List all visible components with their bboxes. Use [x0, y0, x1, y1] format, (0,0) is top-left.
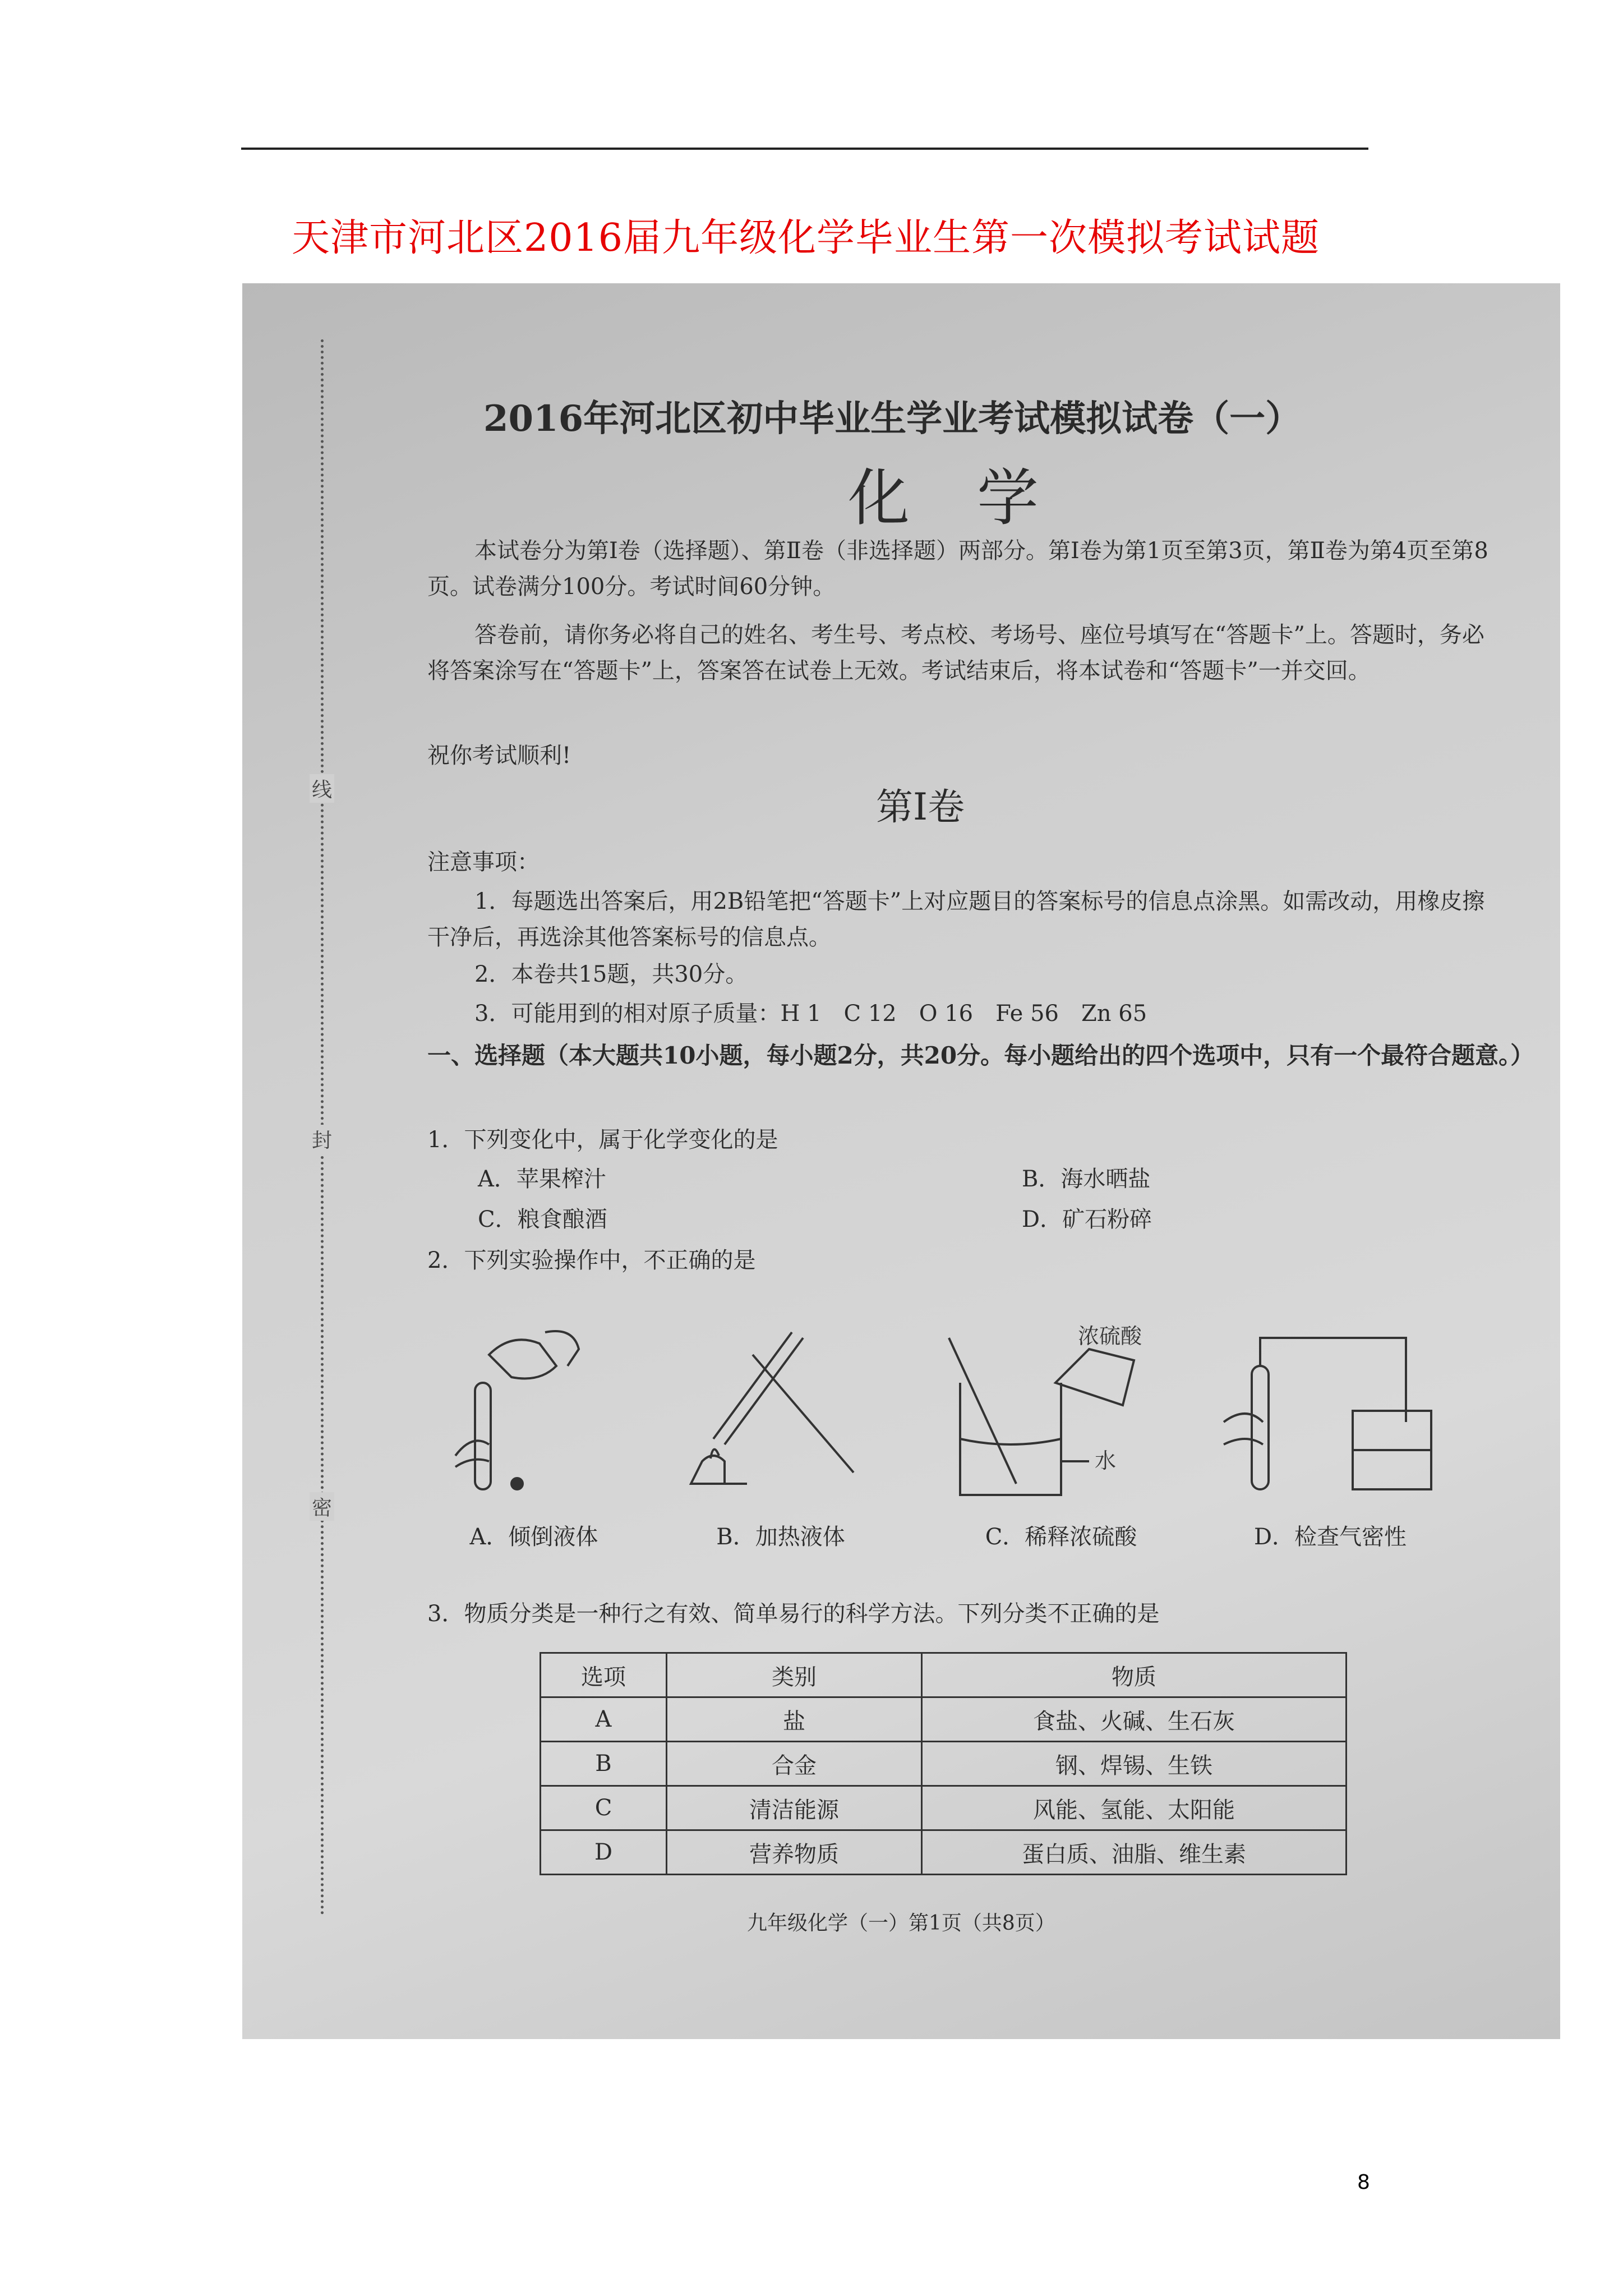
page-number: 8 — [1357, 2171, 1370, 2194]
table-row — [541, 1697, 1347, 1742]
table-header: 选项 — [541, 1653, 667, 1697]
table-header: 类别 — [667, 1653, 922, 1697]
exam-paper-photo — [242, 283, 1560, 2039]
note-1: 1．每题选出答案后，用2B铅笔把“答题卡”上对应题目的答案标号的信息点涂黑。如需改动，用橡皮擦干净后，再选涂其他答案标号的信息点。 — [427, 889, 1485, 950]
binding-label-seal: 封 — [310, 1125, 334, 1153]
note-3: 3．可能用到的相对原子质量：H 1 C 12 O 16 Fe 56 Zn 65 — [474, 1001, 1147, 1027]
table-cell: 营养物质 — [667, 1830, 922, 1875]
table-cell: B — [541, 1742, 667, 1786]
heat-liquid-drawing — [668, 1315, 893, 1501]
q1-option-c: C．粮食酿酒 — [478, 1207, 607, 1232]
classification-table — [540, 1652, 1347, 1875]
table-cell: 钢、焊锡、生铁 — [922, 1742, 1347, 1786]
dilute-acid-drawing — [926, 1315, 1196, 1501]
figure-heat-liquid — [668, 1315, 893, 1551]
intro-paragraph-2: 答卷前，请你务必将自己的姓名、考生号、考点校、考场号、座位号填写在“答题卡”上。答题时，务必将答案涂写在“答题卡”上，答案答在试卷上无效。考试结束后，将本试卷和“答题卡”一并交回。 — [427, 622, 1484, 684]
table-cell: 食盐、火碱、生石灰 — [922, 1697, 1347, 1742]
q1-option-d: D．矿石粉碎 — [1022, 1207, 1152, 1232]
notes-heading: 注意事项： — [427, 849, 540, 875]
q1-option-b: B．海水晒盐 — [1022, 1166, 1151, 1192]
question-1-stem: 1．下列变化中，属于化学变化的是 — [427, 1127, 778, 1153]
section-heading: 一、选择题（本大题共10小题，每小题2分，共20分。每小题给出的四个选项中，只有一个最符合题意。） — [427, 1042, 1534, 1069]
table-header-row — [541, 1653, 1347, 1697]
document-title: 天津市河北区2016届九年级化学毕业生第一次模拟考试试题 — [292, 216, 1320, 260]
check-airtight-drawing — [1207, 1315, 1454, 1501]
table-cell: A — [541, 1697, 667, 1742]
note-2: 2．本卷共15题，共30分。 — [474, 961, 748, 987]
table-header: 物质 — [922, 1653, 1347, 1697]
binding-label-secret: 密 — [310, 1492, 334, 1521]
intro-paragraph-1: 本试卷分为第Ⅰ卷（选择题）、第Ⅱ卷（非选择题）两部分。第Ⅰ卷为第1页至第3页，第Ⅱ卷为第4页至第8页。试卷满分100分。考试时间60分钟。 — [427, 538, 1488, 600]
table-cell: 风能、氢能、太阳能 — [922, 1786, 1347, 1830]
subject-title: 化学 — [848, 462, 1106, 534]
caption-c: C．稀释浓硫酸 — [985, 1524, 1137, 1550]
volume-title: 第Ⅰ卷 — [876, 785, 965, 829]
table-row — [541, 1830, 1347, 1875]
caption-b: B．加热液体 — [716, 1524, 845, 1550]
figure-check-airtight — [1207, 1315, 1454, 1551]
caption-a: A．倾倒液体 — [469, 1524, 598, 1550]
figure-pour-liquid — [422, 1315, 646, 1551]
caption-d: D．检查气密性 — [1253, 1524, 1407, 1550]
question-2-stem: 2．下列实验操作中，不正确的是 — [427, 1248, 756, 1273]
table-row — [541, 1742, 1347, 1786]
table-cell: C — [541, 1786, 667, 1830]
label-conc-acid: 浓硫酸 — [1078, 1324, 1142, 1349]
table-cell: 合金 — [667, 1742, 922, 1786]
table-row — [541, 1786, 1347, 1830]
question-3-stem: 3．物质分类是一种行之有效、简单易行的科学方法。下列分类不正确的是 — [427, 1601, 1160, 1627]
binding-label-line: 线 — [310, 774, 334, 803]
table-cell: 盐 — [667, 1697, 922, 1742]
q1-option-a: A．苹果榨汁 — [478, 1166, 606, 1192]
pour-liquid-drawing — [422, 1315, 646, 1501]
paper-title: 2016年河北区初中毕业生学业考试模拟试卷（一） — [483, 398, 1302, 440]
table-cell: 蛋白质、油脂、维生素 — [922, 1830, 1347, 1875]
top-rule — [241, 148, 1368, 150]
figure-dilute-acid — [926, 1315, 1196, 1551]
table-cell: 清洁能源 — [667, 1786, 922, 1830]
label-water: 水 — [1095, 1448, 1117, 1473]
exam-page-footer: 九年级化学（一）第1页（共8页） — [747, 1912, 1055, 1935]
table-cell: D — [541, 1830, 667, 1875]
good-luck-text: 祝你考试顺利! — [427, 743, 571, 769]
